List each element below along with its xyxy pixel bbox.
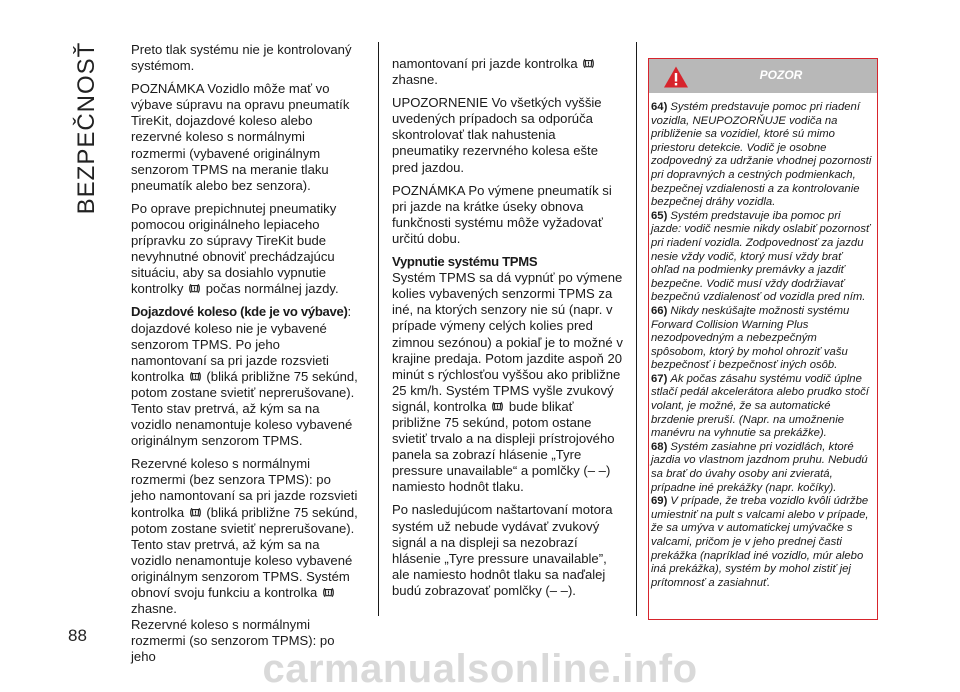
column-divider-left [378,42,379,616]
paragraph: namontovaní pri jazde kontrolka zhasne. [392,56,623,88]
paragraph-tirekit: Po oprave prepichnutej pneumatiky pomocou originálneho lepiaceho prípravku zo súpravy TireKit bude nevyhnutné obnoviť prechádzajúcu situáciu, aby sa dosiahlo vypnutie kontrolky počas normálnej jazdy. [131,200,339,297]
warning-item: 67) Ak počas zásahu systému vodič úplne stlačí pedál akcelerátora alebo prudko stočí volant, je možné, že sa automatické brzdenie preruší. (Napr. na umožnenie manévru na vyhnutie sa prekážke). [651,372,869,440]
section-title-text: BEZPEČNOSŤ [73,41,100,215]
tpms-warning-icon [189,370,202,383]
text-column-2 [392,56,623,606]
paragraph-compact-spare: Dojazdové koleso (kde je vo výbave): dojazdové koleso nie je vybavené senzorom TPMS. Po jeho namontovaní sa pri jazde rozsvieti kontrolka (bliká približne 75 sekúnd, potom zostane svietiť neprerušovane). [131,304,358,400]
warning-header [649,59,877,93]
warning-item: 65) Systém predstavuje iba pomoc pri jazde: vodič nesmie nikdy oslabiť pozornosť pri riadení vozidla. Zodpovednosť za jazdu nesie vždy vodič, ktorý musí vždy brať ohľad na podmienky premávky a jazdiť bezpečne. Vodič musí vždy dodržiavať bezpečnú vzdialenosť od vozidla pred ním. [651,209,870,304]
compact-spare-heading: Dojazdové koleso (kde je vo výbave) [131,304,348,320]
paragraph-caution: UPOZORNENIE Vo všetkých vyššie uvedených prípadoch sa odporúča skontrolovať tlak nahustenia pneumatiky rezervného kolesa ešte pred jazdou. [392,95,602,175]
paragraph-spare-no-sensor: Rezervné koleso s normálnymi rozmermi (bez senzora TPMS): po jeho namontovaní sa pri jazde rozsvieti kontrolka (bliká približne 75 sekúnd, potom zostane svietiť neprerušovane). [131,456,358,536]
paragraph-note-spare: POZNÁMKA Vozidlo môže mať vo výbave súpravu na opravu pneumatík TireKit, dojazdové koleso alebo rezervné koleso s normálnymi rozmermi (vybavené originálnym senzorom TPMS na meranie tlaku pneumatík alebo bez senzora). [131,81,350,193]
tpms-warning-icon [189,506,202,519]
paragraph: Tento stav pretrvá, až kým sa na vozidlo nenamontuje koleso vybavené originálnym senzorom TPMS. Systém obnoví svoju funkciu a kontrolka zhasne. [131,536,353,617]
paragraph-spare-with-sensor: Rezervné koleso s normálnymi rozmermi (so senzorom TPMS): po jeho [131,617,335,665]
paragraph-note: POZNÁMKA Po výmene pneumatík si pri jazde na krátke úseky obnova funkčnosti systému môže vyžadovať určitú dobu. [392,182,612,246]
warning-body [649,101,877,590]
tpms-warning-icon [582,57,595,70]
paragraph: Preto tlak systému nie je kontrolovaný systémom. [131,42,352,74]
warning-box [648,58,878,620]
tpms-warning-icon [491,400,504,413]
warning-item: 66) Nikdy neskúšajte možnosti systému Forward Collision Warning Plus nezodpovedným a nebezpečným spôsobom, ktorý by mohol ohroziť vašu bezpečnosť i bezpečnosť iných osôb. [651,304,850,372]
column-divider-right [636,42,637,616]
warning-item: 69) V prípade, že treba vozidlo kvôli údržbe umiestniť na pult s valcami alebo v prípade, že sa umýva v automatickej umývačke s valcami, pričom je v jeho prednej časti prekážka (napríklad iné vozidlo, múr alebo iná prekážka), systém by mohol zistiť jej prítomnosť a zasiahnuť. [651,495,869,589]
tpms-off-heading: Vypnutie systému TPMS [392,254,538,270]
section-title [62,41,112,215]
tpms-warning-icon [188,282,201,295]
page-number: 88 [68,626,87,645]
warning-item: 68) Systém zasiahne pri vozidlách, ktoré jazdia vo vlastnom jazdnom pruhu. Nebudú sa brať do úvahy osoby ani zvieratá, prípadne iné prekážky (napr. kočíky). [651,440,868,494]
warning-title: POZOR [759,68,803,82]
watermark: carmanualsonline.info [262,647,698,691]
paragraph-tpms-off: Systém TPMS sa dá vypnúť po výmene kolies vybavených senzormi TPMS za iné, na ktorých senzory nie sú (napr. v prípade výmeny celých kolies pred zimnou sezónou) a pokiaľ je to možné v krajine predaja. Potom jazdite aspoň 20 minút s rýchlosťou vyššou ako približne 25 km/h. Systém TPMS vyšle zvukový signál, kontrolka bude blikať približne 75 sekúnd, potom ostane svietiť trvalo a na displeji prístrojového panela sa zobrazí hlásenie „Tyre pressure unavailable“ a pomlčky (– –) namiesto hodnôt tlaku. [392,270,623,495]
paragraph: Tento stav pretrvá, až kým sa na vozidlo nenamontuje koleso vybavené originálnym senzorom TPMS. [131,400,353,449]
text-column-1 [131,42,359,672]
paragraph: Po nasledujúcom naštartovaní motora systém už nebude vydávať zvukový signál a na displeji sa nezobrazí hlásenie „Tyre pressure unavailable”, ale namiesto hodnôt tlaku sa naďalej budú zobrazovať pomlčky (– –). [392,502,613,598]
warning-item: 64) Systém predstavuje pomoc pri riadení vozidla, NEUPOZORŇUJE vodiča na približenie sa vozidiel, ktoré sú mimo priestoru detekcie. Vodič je osobne zodpovedný za udržanie vhodnej pozornosti pri dopravných a cestných podmienkach, bezpečnej vzdialenosti a za kontrolovanie bezpečnej dráhy vozidla. [651,101,872,209]
tpms-warning-icon [322,586,335,599]
